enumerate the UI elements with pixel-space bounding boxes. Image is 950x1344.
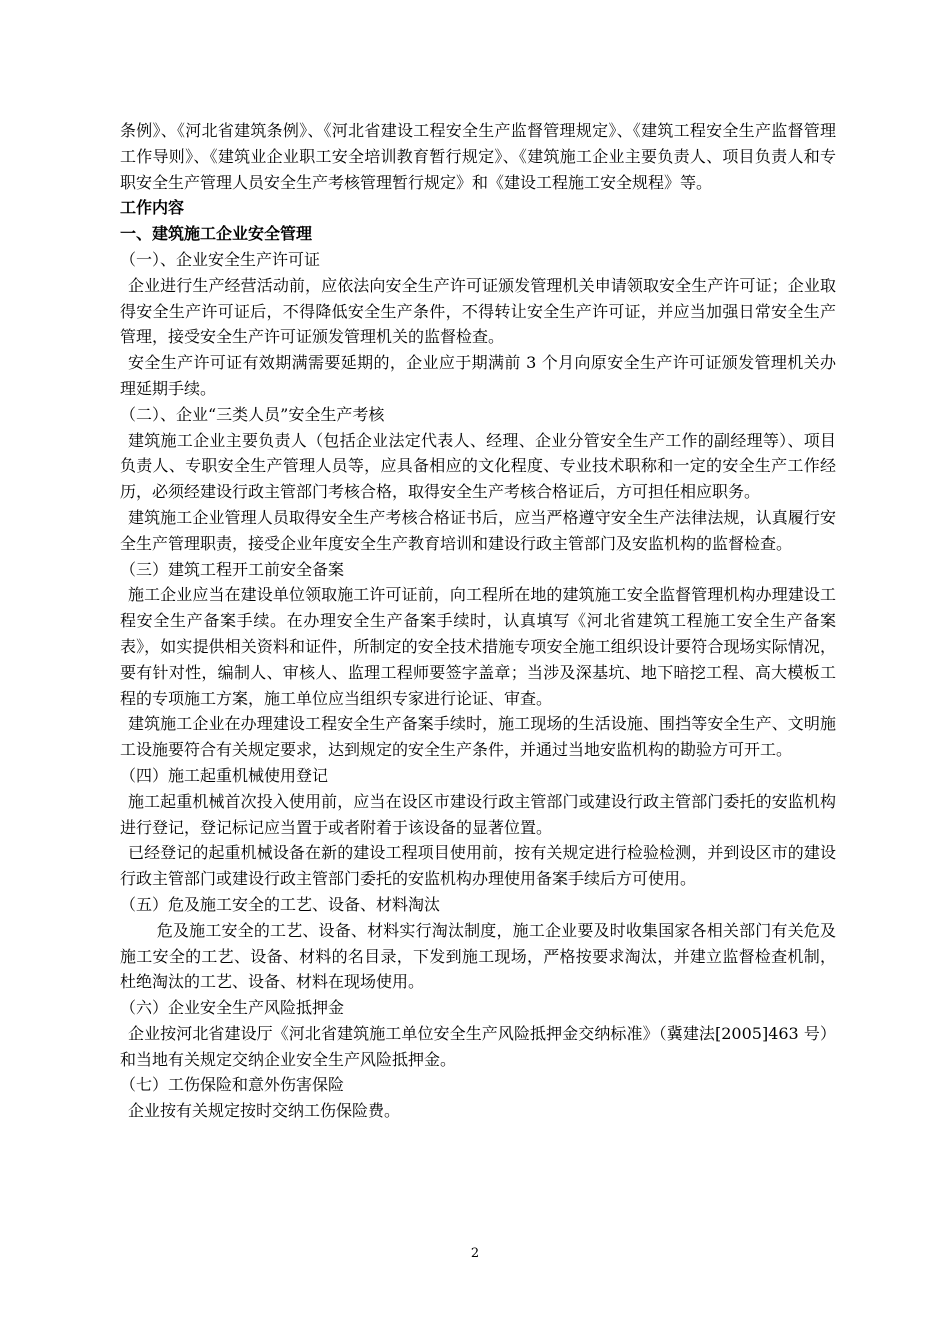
intro-paragraph: 条例》、《河北省建筑条例》、《河北省建设工程安全生产监督管理规定》、《建筑工程安全生产监督管理工作导则》、《建筑业企业职工安全培训教育暂行规定》、《建筑施工企业主要负责人、项目负责人和专职安全生产管理人员安全生产考核管理暂行规定》和《建设工程施工安全规程》等。 bbox=[120, 121, 836, 192]
paragraph: 建筑施工企业管理人员取得安全生产考核合格证书后，应当严格遵守安全生产法律法规，认真履行安全生产管理职责，接受企业年度安全生产教育培训和建设行政主管部门及安监机构的监督检查。 bbox=[120, 507, 836, 553]
paragraph: 已经登记的起重机械设备在新的建设工程项目使用前，按有关规定进行检验检测，并到设区市的建设行政主管部门或建设行政主管部门委托的安监机构办理使用备案手续后方可使用。 bbox=[120, 843, 836, 889]
paragraph: 企业进行生产经营活动前，应依法向安全生产许可证颁发管理机关申请领取安全生产许可证；企业取得安全生产许可证后，不得降低安全生产条件，不得转让安全生产许可证，并应当加强日常安全生产管理，接受安全生产许可证颁发管理机关的监督检查。 bbox=[120, 275, 836, 347]
subsection-title-1: （一）、企业安全生产许可证 bbox=[120, 249, 321, 269]
heading-work-content: 工作内容 bbox=[120, 198, 185, 218]
paragraph: 施工起重机械首次投入使用前，应当在设区市建设行政主管部门或建设行政主管部门委托的安监机构进行登记，登记标记应当置于或者附着于该设备的显著位置。 bbox=[120, 791, 836, 837]
subsection-title-3: （三）建筑工程开工前安全备案 bbox=[120, 559, 345, 579]
document-body bbox=[120, 118, 836, 1124]
subsection-title-5: （五）危及施工安全的工艺、设备、材料淘汰 bbox=[120, 894, 441, 914]
subsection-title-7: （七）工伤保险和意外伤害保险 bbox=[120, 1075, 345, 1095]
paragraph: 建筑施工企业在办理建设工程安全生产备案手续时，施工现场的生活设施、围挡等安全生产、文明施工设施要符合有关规定要求，达到规定的安全生产条件，并通过当地安监机构的勘验方可开工。 bbox=[120, 714, 836, 760]
paragraph: 建筑施工企业主要负责人（包括企业法定代表人、经理、企业分管安全生产工作的副经理等）、项目负责人、专职安全生产管理人员等，应具备相应的文化程度、专业技术职称和一定的安全生产工作经历，必须经建设行政主管部门考核合格，取得安全生产考核合格证后，方可担任相应职务。 bbox=[120, 430, 836, 502]
paragraph: 企业按有关规定按时交纳工伤保险费。 bbox=[128, 1101, 401, 1121]
paragraph: 施工企业应当在建设单位领取施工许可证前，向工程所在地的建筑施工安全监督管理机构办理建设工程安全生产备案手续。在办理安全生产备案手续时，认真填写《河北省建筑工程施工安全生产备案表》，如实提供相关资料和证件，所制定的安全技术措施专项安全施工组织设计要符合现场实际情况，要有针对性，编制人、审核人、监理工程师要签字盖章；当涉及深基坑、地下暗挖工程、高大模板工程的专项施工方案，施工单位应当组织专家进行论证、审查。 bbox=[120, 585, 836, 708]
paragraph: 危及施工安全的工艺、设备、材料实行淘汰制度，施工企业要及时收集国家各相关部门有关危及施工安全的工艺、设备、材料的名目录，下发到施工现场，严格按要求淘汰，并建立监督检查机制，杜绝淘汰的工艺、设备、材料在现场使用。 bbox=[120, 920, 836, 992]
subsection-title-6: （六）企业安全生产风险抵押金 bbox=[120, 998, 345, 1018]
page-number: 2 bbox=[470, 1246, 480, 1261]
subsection-title-2: （二）、企业“三类人员”安全生产考核 bbox=[120, 404, 385, 424]
paragraph: 安全生产许可证有效期满需要延期的，企业应于期满前 3 个月向原安全生产许可证颁发管理机关办理延期手续。 bbox=[120, 353, 836, 398]
heading-section-1: 一、建筑施工企业安全管理 bbox=[120, 224, 313, 244]
subsection-title-4: （四）施工起重机械使用登记 bbox=[120, 765, 329, 785]
paragraph: 企业按河北省建设厅《河北省建筑施工单位安全生产风险抵押金交纳标准》（冀建法[2005]463 号）和当地有关规定交纳企业安全生产风险抵押金。 bbox=[120, 1023, 836, 1069]
